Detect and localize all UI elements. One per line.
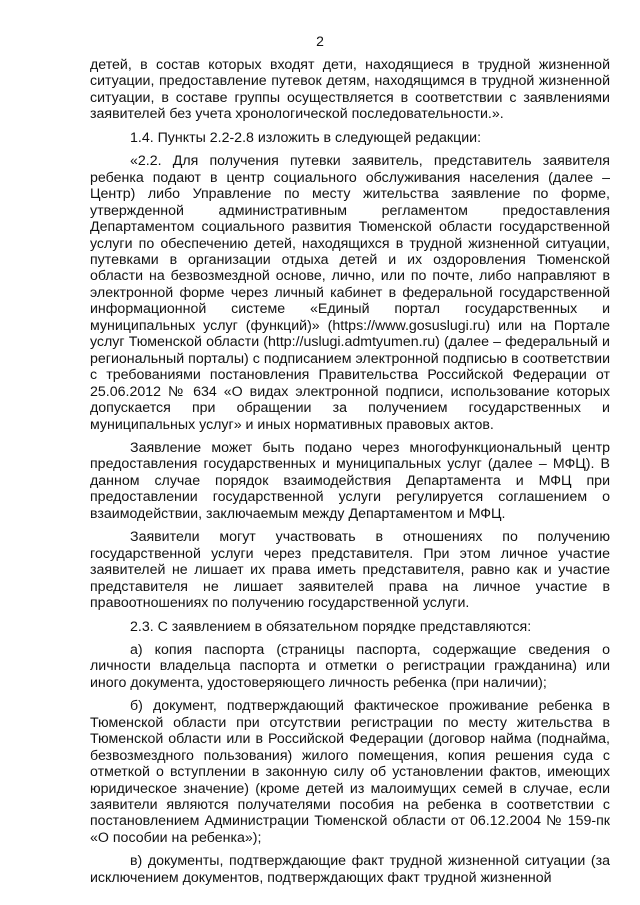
page-number: 2 xyxy=(316,33,324,49)
document-body xyxy=(90,57,610,893)
paragraph-item-1-4: 1.4. Пункты 2.2-2.8 изложить в следующей редакции: xyxy=(130,129,482,146)
paragraph-item-2-2: «2.2. Для получения путевки заявитель, представитель заявителя ребенка подают в центр социального обслуживания населения (далее – Центр) либо Управление по месту жительства заявление по форме, утвержденной административным регламентом предоставления Департаментом социального развития Тюменской области государственной услуги по обеспечению детей, находящихся в трудной жизненной ситуации, путевками в организации отдыха детей и их оздоровления Тюменской области на безвозмездной основе, лично, или по почте, либо направляют в электронной форме через личный кабинет в федеральной государственной информационной системе «Единый портал государственных и муниципальных услуг (функций)» (https://www.gosuslugi.ru) или на Портале услуг Тюменской области (http://uslugi.admtyumen.ru) (далее – федеральный и региональный порталы) с подписанием электронной подписью в соответствии с требованиями постановления Правительства Российской Федерации от 25.06.2012 № 634 «О видах электронной подписи, использование которых допускается при обращении за получением государственных и муниципальных услуг» и иных нормативных правовых актов. xyxy=(90,153,610,433)
paragraph-subitem-v: в) документы, подтверждающие факт трудной жизненной ситуации (за исключением документов, подтверждающих факт трудной жизненной xyxy=(90,853,610,886)
paragraph-subitem-b: б) документ, подтверждающий фактическое проживание ребенка в Тюменской области при отсутствии регистрации по месту жительства в Тюменской области или в Российской Федерации (договор найма (поднайма, безвозмездного пользования) жилого помещения, копия решения суда с отметкой о вступлении в законную силу об установлении фактов, имеющих юридическое значение) (кроме детей из малоимущих семей в случае, если заявители являются получателями пособия на ребенка в соответствии с постановлением Администрации Тюменской области от 06.12.2004 № 159-пк «О пособии на ребенка»); xyxy=(90,698,610,846)
paragraph-subitem-a: а) копия паспорта (страницы паспорта, содержащие сведения о личности владельца паспорта и отметки о регистрации гражданина) или иного документа, удостоверяющего личность ребенка (при наличии); xyxy=(90,641,610,691)
paragraph-continuation: детей, в состав которых входят дети, находящиеся в трудной жизненной ситуации, предоставление путевок детям, находящимся в трудной жизненной ситуации, в составе группы осуществляется в соответствии с заявлениями заявителей без учета хронологической последовательности.». xyxy=(90,57,610,123)
paragraph-representative: Заявители могут участвовать в отношениях по получению государственной услуги через представителя. При этом личное участие заявителей не лишает их права иметь представителя, равно как и участие представителя не лишает заявителей права на личное участие в правоотношениях по получению государственной услуги. xyxy=(90,529,610,612)
paragraph-mfc: Заявление может быть подано через многофункциональный центр предоставления государственных и муниципальных услуг (далее – МФЦ). В данном случае порядок взаимодействия Департамента и МФЦ при предоставлении государственной услуги регулируется соглашением о взаимодействии, заключаемым между Департаментом и МФЦ. xyxy=(90,439,610,522)
paragraph-item-2-3: 2.3. С заявлением в обязательном порядке представляются: xyxy=(130,618,532,635)
